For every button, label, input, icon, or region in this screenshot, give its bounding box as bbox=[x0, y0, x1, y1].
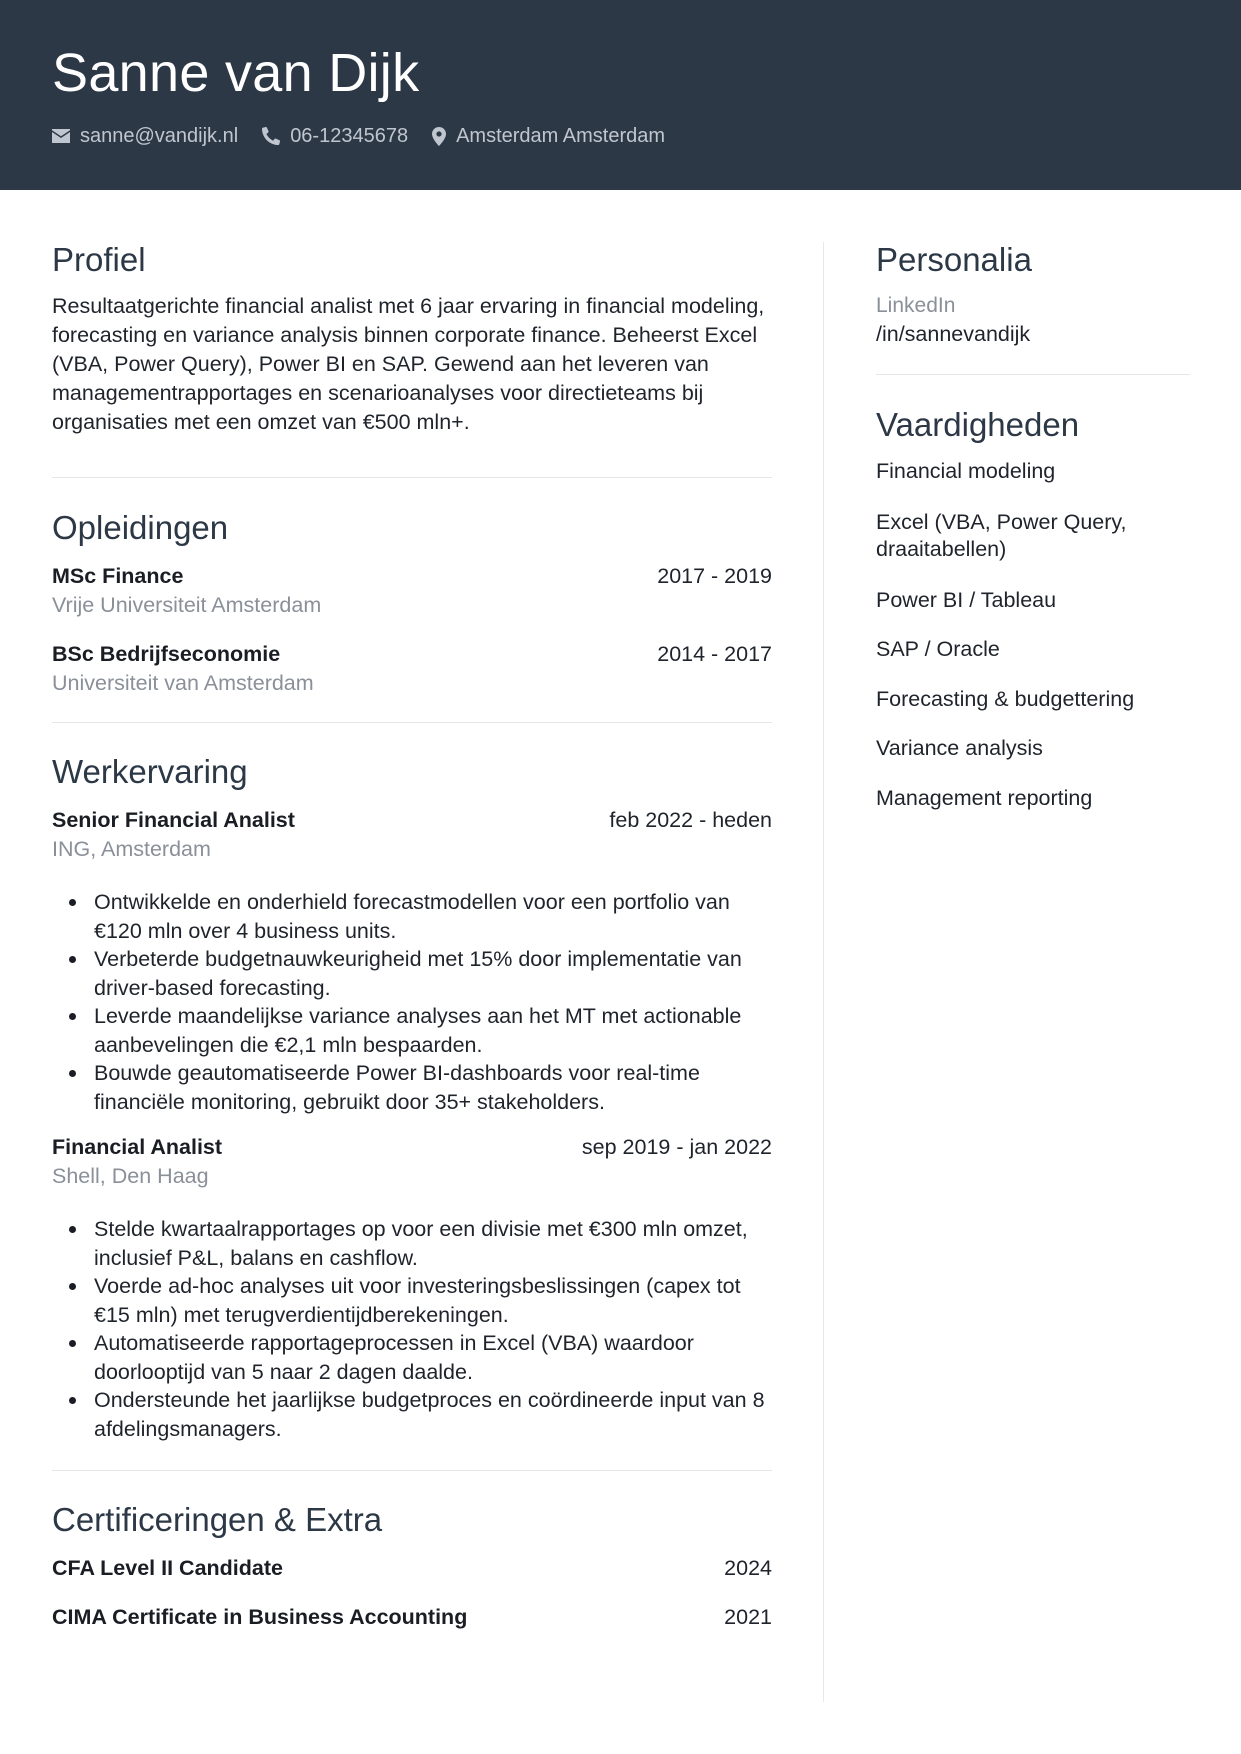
location-pin-icon bbox=[432, 127, 446, 146]
list-item: Bouwde geautomatiseerde Power BI-dashboards voor real-time financiële monitoring, gebruikt door 35+ stakeholders. bbox=[52, 1059, 772, 1116]
institution-name: Vrije Universiteit Amsterdam bbox=[52, 593, 322, 617]
job-achievements bbox=[52, 1215, 772, 1443]
job-company: Shell, Den Haag bbox=[52, 1164, 209, 1188]
phone-icon bbox=[262, 127, 280, 145]
skills-heading: Vaardigheden bbox=[876, 406, 1080, 443]
skill-item: SAP / Oracle bbox=[876, 637, 1000, 661]
certification-year: 2021 bbox=[724, 1605, 772, 1629]
skill-item: Power BI / Tableau bbox=[876, 587, 1057, 612]
section-divider bbox=[876, 374, 1190, 375]
contact-email[interactable] bbox=[52, 125, 238, 148]
list-item: Automatiseerde rapportageprocessen in Excel (VBA) waardoor doorlooptijd van 5 naar 2 dagen daalde. bbox=[52, 1329, 772, 1386]
job-entry bbox=[52, 806, 772, 1116]
email-text: sanne@vandijk.nl bbox=[80, 124, 239, 147]
job-company: ING, Amsterdam bbox=[52, 837, 211, 861]
education-entry bbox=[52, 640, 772, 698]
education-period: 2017 - 2019 bbox=[657, 564, 772, 588]
certification-year: 2024 bbox=[724, 1556, 772, 1580]
section-divider bbox=[52, 722, 772, 723]
job-period: feb 2022 - heden bbox=[609, 808, 772, 832]
job-achievements bbox=[52, 888, 772, 1116]
envelope-icon bbox=[52, 129, 70, 143]
job-role: Senior Financial Analist bbox=[52, 808, 295, 832]
certification-row bbox=[52, 1603, 772, 1632]
skill-item: Excel (VBA, Power Query, draaitabellen) bbox=[876, 509, 1127, 561]
job-entry bbox=[52, 1133, 772, 1443]
experience-heading: Werkervaring bbox=[52, 753, 248, 790]
certification-name: CIMA Certificate in Business Accounting bbox=[52, 1605, 468, 1629]
degree-title: BSc Bedrijfseconomie bbox=[52, 642, 281, 666]
list-item: Ontwikkelde en onderhield forecastmodellen voor een portfolio van €120 mln over 4 business units. bbox=[52, 888, 772, 945]
list-item: Voerde ad-hoc analyses uit voor investeringsbeslissingen (capex tot €15 mln) met terugverdientijdberekeningen. bbox=[52, 1272, 772, 1329]
skill-item: Variance analysis bbox=[876, 736, 1043, 760]
sidebar-column bbox=[876, 238, 1190, 812]
contact-location bbox=[432, 125, 665, 148]
skills-section bbox=[876, 403, 1190, 812]
contact-bar bbox=[52, 122, 665, 150]
skill-item: Financial modeling bbox=[876, 459, 1056, 483]
skill-item: Forecasting & budgettering bbox=[876, 686, 1135, 711]
personal-section bbox=[876, 238, 1190, 348]
education-section bbox=[52, 506, 772, 698]
certification-row bbox=[52, 1554, 772, 1583]
certifications-heading: Certificeringen & Extra bbox=[52, 1501, 383, 1538]
phone-text: 06-12345678 bbox=[290, 124, 409, 147]
job-role: Financial Analist bbox=[52, 1135, 223, 1159]
institution-name: Universiteit van Amsterdam bbox=[52, 671, 314, 695]
skill-item: Management reporting bbox=[876, 785, 1093, 810]
profile-text: Resultaatgerichte financial analist met 6 jaar ervaring in financial modeling, forecasting en variance analysis binnen corporate finance. Beheerst Excel (VBA, Power Query), Power BI en SAP. Gewend aan het leveren van managementrapportages en scenarioanalyses voor directieteams bij organisaties met een omzet van €500 mln+. bbox=[52, 294, 765, 434]
job-period: sep 2019 - jan 2022 bbox=[581, 1135, 772, 1159]
contact-phone[interactable] bbox=[262, 125, 408, 148]
list-item: Stelde kwartaalrapportages op voor een divisie met €300 mln omzet, inclusief P&L, balans en cashflow. bbox=[52, 1215, 772, 1272]
list-item: Ondersteunde het jaarlijkse budgetproces en coördineerde input van 8 afdelingsmanagers. bbox=[52, 1386, 772, 1443]
education-period: 2014 - 2017 bbox=[657, 642, 772, 666]
main-column bbox=[52, 238, 772, 1632]
education-heading: Opleidingen bbox=[52, 509, 229, 546]
degree-title: MSc Finance bbox=[52, 564, 184, 588]
candidate-name: Sanne van Dijk bbox=[52, 43, 420, 103]
section-divider bbox=[52, 1470, 772, 1471]
certifications-section bbox=[52, 1498, 772, 1632]
location-text: Amsterdam Amsterdam bbox=[456, 124, 666, 147]
column-divider bbox=[823, 242, 824, 1702]
personal-heading: Personalia bbox=[876, 241, 1032, 278]
section-divider bbox=[52, 477, 772, 478]
linkedin-label: LinkedIn bbox=[876, 294, 956, 317]
profile-section bbox=[52, 238, 772, 437]
linkedin-link[interactable]: /in/sannevandijk bbox=[876, 322, 1031, 346]
list-item: Verbeterde budgetnauwkeurigheid met 15% door implementatie van driver-based forecasting. bbox=[52, 945, 772, 1002]
certification-name: CFA Level II Candidate bbox=[52, 1556, 283, 1580]
experience-section bbox=[52, 750, 772, 1443]
profile-heading: Profiel bbox=[52, 241, 146, 278]
resume-header bbox=[0, 0, 1241, 190]
education-entry bbox=[52, 562, 772, 620]
list-item: Leverde maandelijkse variance analyses aan het MT met actionable aanbevelingen die €2,1 mln bespaarden. bbox=[52, 1002, 772, 1059]
